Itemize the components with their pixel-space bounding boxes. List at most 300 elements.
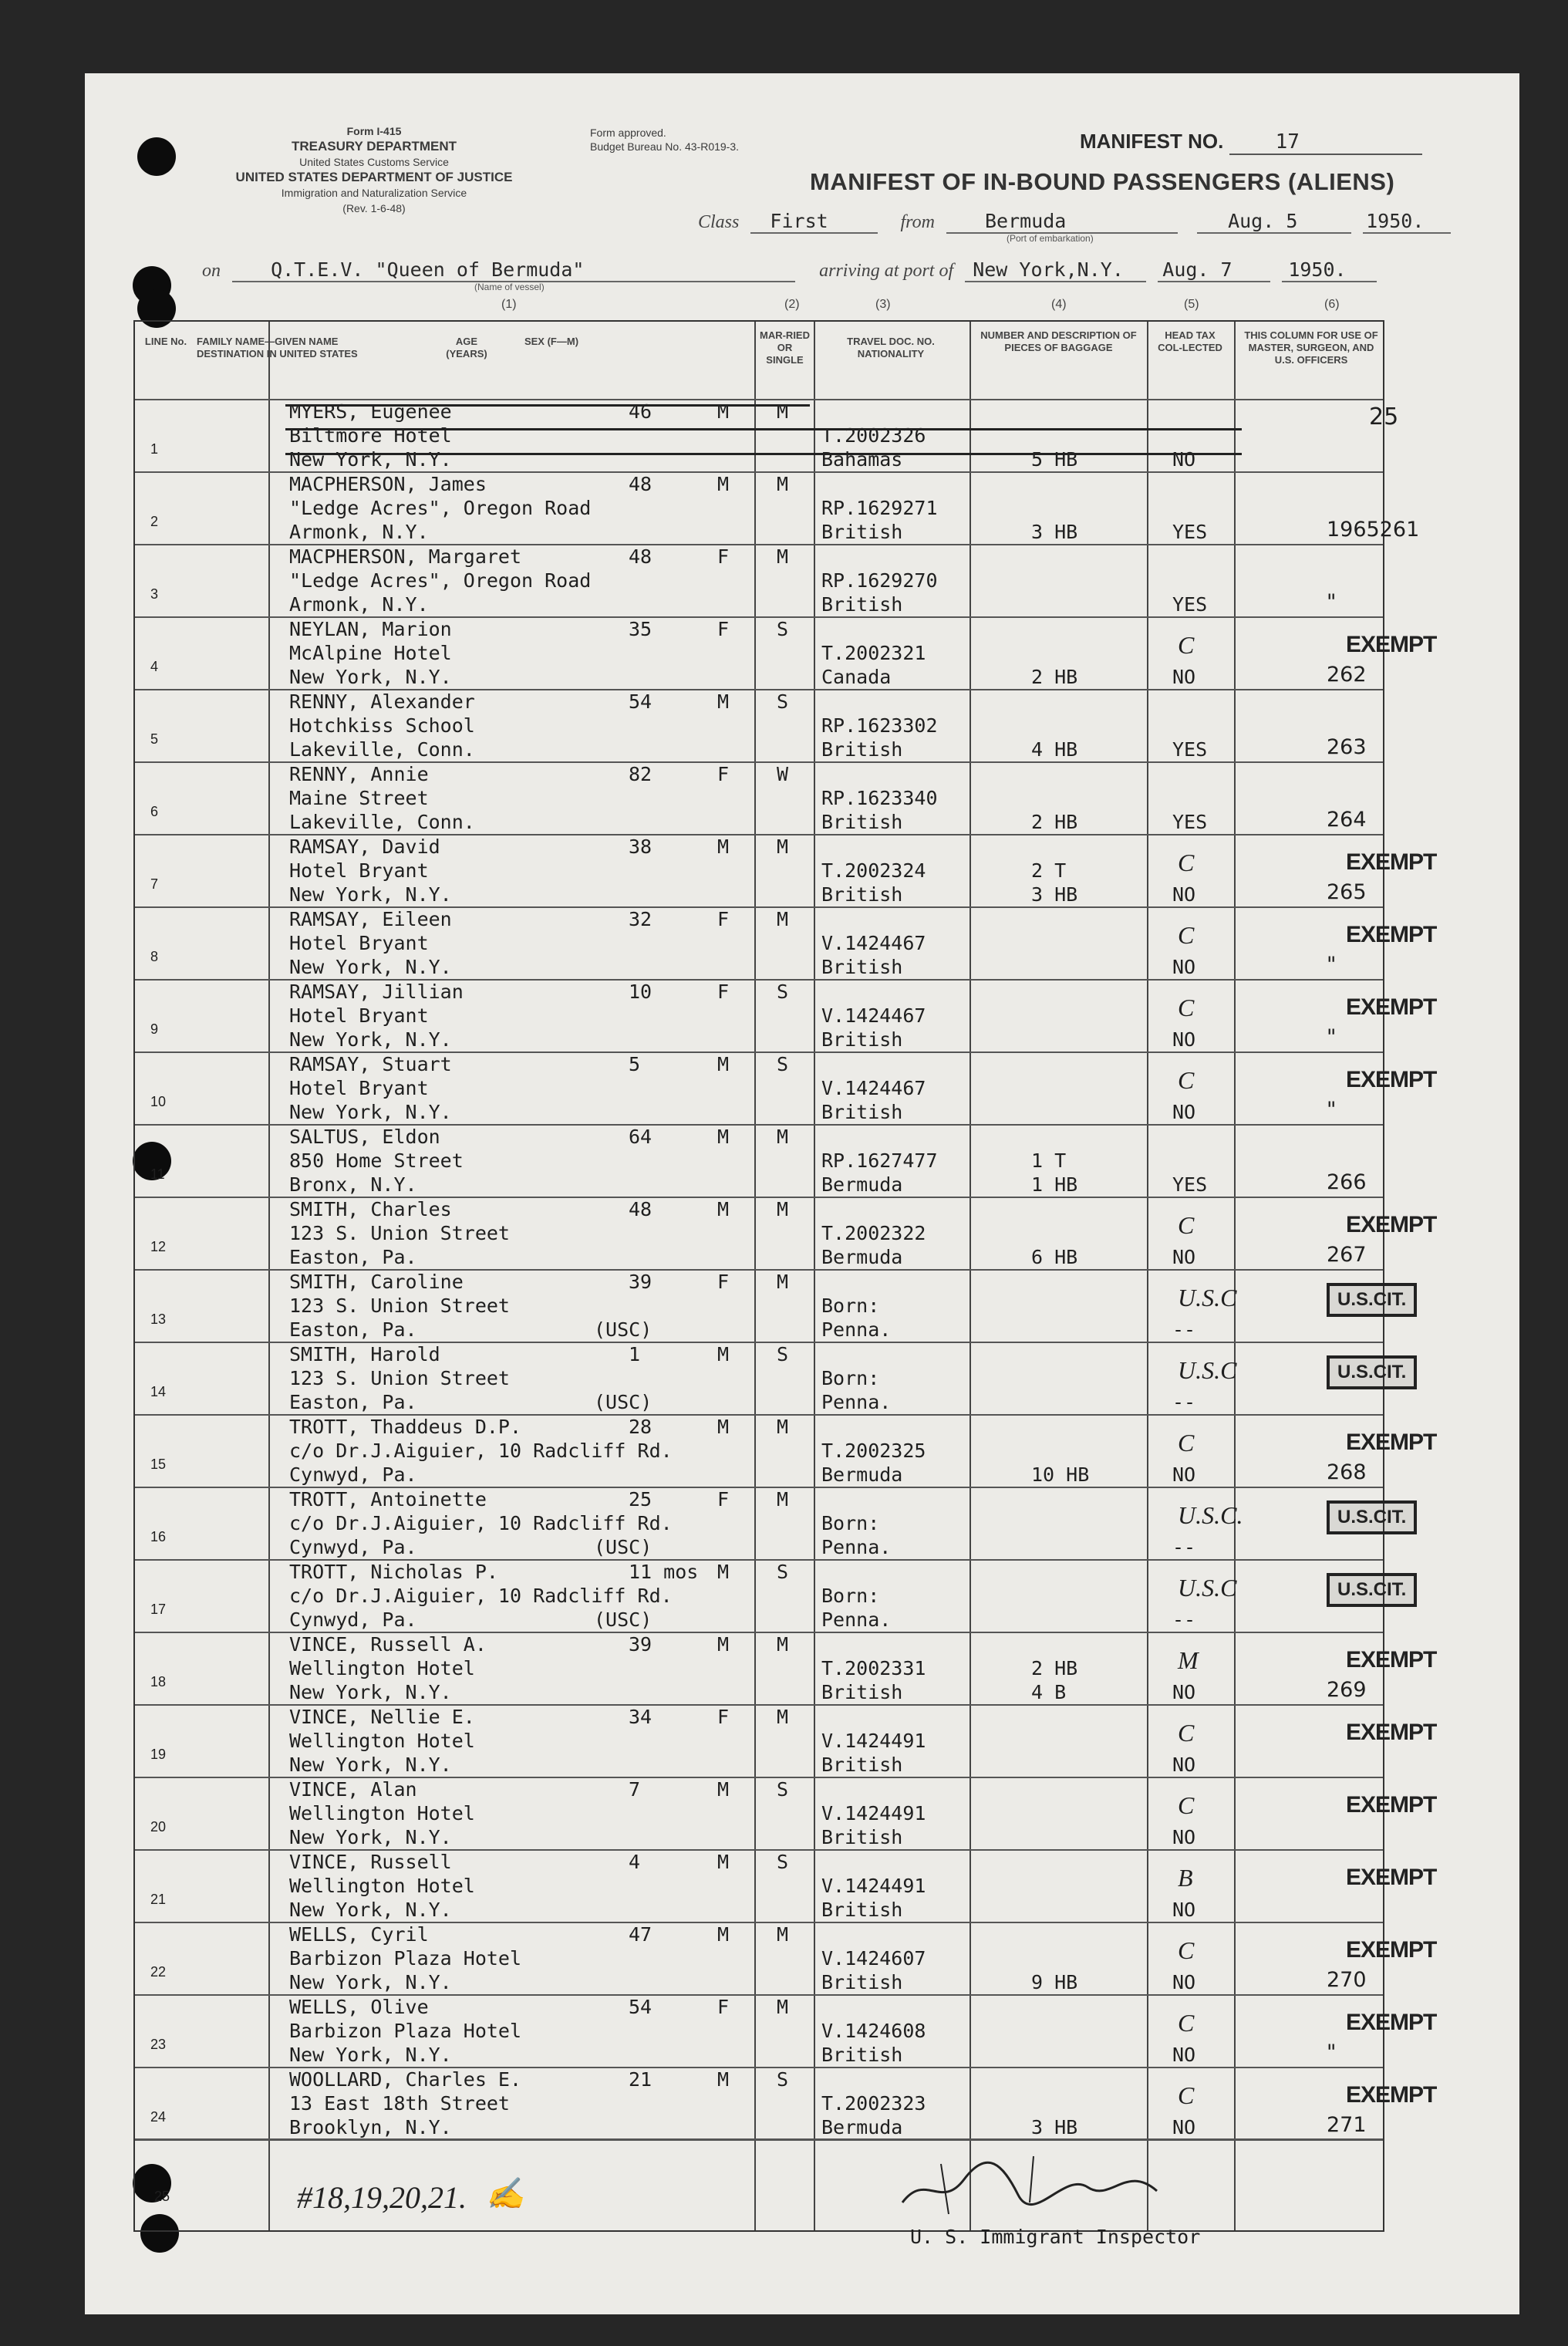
exempt-stamp: EXEMPT — [1346, 1430, 1437, 1455]
travel-doc-number: RP.1629270 — [821, 569, 938, 592]
passenger-name: WOOLLARD, Charles E. — [289, 2068, 522, 2091]
sex: M — [717, 1126, 730, 1148]
head-tax: NO — [1172, 1681, 1196, 1703]
destination-line-2: New York, N.Y. — [289, 1754, 452, 1776]
nationality: British — [821, 1754, 903, 1776]
destination-line-2: Cynwyd, Pa. — [289, 1463, 417, 1486]
exempt-stamp: EXEMPT — [1346, 922, 1437, 947]
tax-handmark: C — [1178, 1791, 1195, 1819]
officer-number: 270 — [1327, 1968, 1367, 1992]
destination-line-2: Cynwyd, Pa. — [289, 1536, 417, 1558]
age: 39 — [629, 1633, 652, 1656]
form-agency-block — [197, 123, 551, 216]
destination-line-1: Biltmore Hotel — [289, 424, 452, 447]
col-number-6: (6) — [1324, 298, 1340, 311]
destination-line-1: McAlpine Hotel — [289, 642, 452, 664]
departure-date: Aug. 5 — [1197, 210, 1351, 234]
sex: M — [717, 1561, 730, 1583]
line-number: 18 — [150, 1674, 167, 1689]
passenger-name: RAMSAY, Jillian — [289, 981, 464, 1003]
nationality: Canada — [821, 666, 892, 688]
table-row — [135, 1777, 1437, 1849]
table-row — [135, 1704, 1437, 1777]
age: 11 mos — [629, 1561, 699, 1583]
destination-line-2: Cynwyd, Pa. — [289, 1608, 417, 1631]
from-label: from — [900, 212, 935, 232]
head-tax: NO — [1172, 1754, 1196, 1776]
destination-line-2: New York, N.Y. — [289, 1826, 452, 1848]
tax-handmark: U.S.C. — [1178, 1501, 1243, 1529]
destination-line-1: Hotel Bryant — [289, 859, 429, 882]
passenger-name: MACPHERSON, James — [289, 473, 487, 495]
officer-number: 263 — [1327, 735, 1367, 759]
passenger-name: SMITH, Caroline — [289, 1271, 464, 1293]
manifest-number-value: 17 — [1229, 130, 1422, 155]
travel-doc-number: Born: — [821, 1585, 880, 1607]
table-row — [135, 1269, 1407, 1342]
sex: F — [717, 1271, 730, 1293]
tax-handmark: C — [1178, 1211, 1195, 1239]
destination-line-2: Easton, Pa. — [289, 1318, 417, 1341]
arrival-port: New York,N.Y. — [965, 258, 1146, 282]
usc-note: (USC) — [594, 1608, 652, 1631]
dept-treasury: TREASURY DEPARTMENT — [291, 139, 457, 154]
destination-line-2: Armonk, N.Y. — [289, 521, 429, 543]
baggage-line-2: 4 HB — [1031, 738, 1078, 761]
head-tax: NO — [1172, 1463, 1196, 1486]
destination-line-2: New York, N.Y. — [289, 666, 452, 688]
travel-doc-number: V.1424608 — [821, 2020, 926, 2042]
from-port: Bermuda — [946, 210, 1178, 234]
travel-doc-number: T.2002322 — [821, 1222, 926, 1244]
marital-status: S — [777, 1053, 789, 1075]
passenger-name: SMITH, Harold — [289, 1343, 440, 1365]
head-tax: NO — [1172, 1899, 1196, 1921]
age: 54 — [629, 1996, 652, 2018]
line-number-25: 25 — [154, 2189, 170, 2204]
exempt-stamp: EXEMPT — [1346, 994, 1437, 1020]
officer-number: 264 — [1327, 808, 1367, 832]
tax-handmark: U.S.C — [1178, 1356, 1237, 1384]
age: 25 — [629, 1488, 652, 1511]
sex: F — [717, 1706, 730, 1728]
head-tax: -- — [1172, 1608, 1196, 1631]
tax-handmark: C — [1178, 994, 1195, 1021]
table-row — [135, 471, 1420, 544]
sex: F — [717, 545, 730, 568]
head-tax: -- — [1172, 1391, 1196, 1413]
destination-line-2: Easton, Pa. — [289, 1246, 417, 1268]
officer-number: 266 — [1327, 1170, 1367, 1194]
travel-doc-number: RP.1623302 — [821, 714, 938, 737]
table-row — [135, 1414, 1437, 1487]
manifest-number — [1080, 130, 1422, 155]
nationality: British — [821, 1101, 903, 1123]
sex: F — [717, 1996, 730, 2018]
destination-line-1: 123 S. Union Street — [289, 1222, 510, 1244]
inspector-label: U. S. Immigrant Inspector — [910, 2226, 1201, 2248]
table-row — [135, 1124, 1383, 1197]
sex: F — [717, 908, 730, 930]
tax-handmark: C — [1178, 849, 1195, 876]
line-number: 16 — [150, 1529, 167, 1544]
age: 64 — [629, 1126, 652, 1148]
table-row — [135, 979, 1437, 1051]
destination-line-1: "Ledge Acres", Oregon Road — [289, 497, 592, 519]
col-number-3: (3) — [875, 298, 891, 311]
baggage-line-2: 2 HB — [1031, 666, 1078, 688]
sex: M — [717, 1053, 730, 1075]
head-tax: NO — [1172, 2044, 1196, 2066]
sex: M — [717, 1416, 730, 1438]
approval-line-2: Budget Bureau No. 43-R019-3. — [590, 140, 740, 153]
exempt-stamp: EXEMPT — [1346, 2082, 1437, 2108]
officer-number: " — [1327, 590, 1337, 614]
col-number-2: (2) — [784, 298, 800, 311]
age: 39 — [629, 1271, 652, 1293]
travel-doc-number: V.1424491 — [821, 1875, 926, 1897]
arrival-year: 1950. — [1282, 258, 1377, 282]
travel-doc-number: T.2002331 — [821, 1657, 926, 1679]
nationality: British — [821, 2044, 903, 2066]
tax-handmark: C — [1178, 921, 1195, 949]
age: 10 — [629, 981, 652, 1003]
tax-handmark: C — [1178, 1429, 1195, 1457]
table-row — [135, 1922, 1437, 1994]
destination-line-1: Wellington Hotel — [289, 1802, 475, 1824]
departure-year: 1950. — [1363, 210, 1451, 234]
marital-status: M — [777, 1488, 789, 1511]
nationality: Penna. — [821, 1391, 892, 1413]
passenger-name: RENNY, Alexander — [289, 690, 475, 713]
head-tax: YES — [1172, 738, 1208, 761]
destination-line-1: Barbizon Plaza Hotel — [289, 1947, 522, 1970]
officer-number: " — [1327, 2041, 1337, 2064]
line-number: 15 — [150, 1457, 167, 1472]
destination-line-1: Barbizon Plaza Hotel — [289, 2020, 522, 2042]
nationality: Bermuda — [821, 1173, 903, 1196]
line-number: 12 — [150, 1239, 167, 1254]
baggage-line-2: 3 HB — [1031, 883, 1078, 906]
nationality: British — [821, 521, 903, 543]
table-row — [135, 761, 1383, 834]
age: 82 — [629, 763, 652, 785]
age: 35 — [629, 618, 652, 640]
class-value: First — [750, 210, 878, 234]
age: 34 — [629, 1706, 652, 1728]
destination-line-1: Hotel Bryant — [289, 1004, 429, 1027]
head-tax: YES — [1172, 593, 1208, 616]
citizen-stamp: U.S.CIT. — [1327, 1500, 1417, 1534]
travel-doc-number: V.1424467 — [821, 1077, 926, 1099]
tax-handmark: M — [1178, 1646, 1199, 1674]
manifest-title: MANIFEST OF IN-BOUND PASSENGERS (ALIENS) — [810, 168, 1395, 195]
destination-line-2: New York, N.Y. — [289, 883, 452, 906]
col-number-5: (5) — [1184, 298, 1199, 311]
strike-line-1 — [285, 404, 810, 407]
destination-line-1: 123 S. Union Street — [289, 1295, 510, 1317]
head-tax: NO — [1172, 1826, 1196, 1848]
line-number: 24 — [150, 2109, 167, 2125]
age: 4 — [629, 1851, 641, 1873]
tax-handmark: C — [1178, 631, 1195, 659]
destination-line-2: Armonk, N.Y. — [289, 593, 429, 616]
baggage-line-2: 9 HB — [1031, 1971, 1078, 1993]
passenger-name: RAMSAY, Stuart — [289, 1053, 452, 1075]
age: 21 — [629, 2068, 652, 2091]
travel-doc-number: RP.1627477 — [821, 1149, 938, 1172]
age: 5 — [629, 1053, 641, 1075]
line-number: 17 — [150, 1602, 167, 1617]
line-number: 21 — [150, 1892, 167, 1907]
passenger-name: VINCE, Russell — [289, 1851, 452, 1873]
usc-note: (USC) — [594, 1391, 652, 1413]
exempt-stamp: EXEMPT — [1346, 1647, 1437, 1673]
age: 28 — [629, 1416, 652, 1438]
travel-doc-number: V.1424491 — [821, 1730, 926, 1752]
nationality: Penna. — [821, 1318, 892, 1341]
marital-status: S — [777, 981, 789, 1003]
approval-line-1: Form approved. — [590, 127, 666, 139]
nationality: British — [821, 1826, 903, 1848]
exempt-stamp: EXEMPT — [1346, 1937, 1437, 1963]
destination-line-2: New York, N.Y. — [289, 1101, 452, 1123]
sex: M — [717, 690, 730, 713]
nationality: British — [821, 1681, 903, 1703]
age: 54 — [629, 690, 652, 713]
passenger-name: VINCE, Russell A. — [289, 1633, 487, 1656]
baggage-line-1: 1 T — [1031, 1149, 1067, 1172]
destination-line-1: 13 East 18th Street — [289, 2092, 510, 2115]
passenger-name: TROTT, Antoinette — [289, 1488, 487, 1511]
marital-status: S — [777, 1561, 789, 1583]
line-number: 10 — [150, 1094, 167, 1109]
destination-line-2: New York, N.Y. — [289, 1971, 452, 1993]
travel-doc-number: T.2002321 — [821, 642, 926, 664]
travel-doc-number: V.1424467 — [821, 1004, 926, 1027]
passenger-name: RENNY, Annie — [289, 763, 429, 785]
nationality: British — [821, 811, 903, 833]
marital-status: S — [777, 1343, 789, 1365]
table-row — [135, 399, 1399, 471]
table-row — [135, 616, 1437, 689]
travel-doc-number: T.2002323 — [821, 2092, 926, 2115]
marital-status: S — [777, 1778, 789, 1801]
nationality: British — [821, 956, 903, 978]
passenger-name: RAMSAY, Eileen — [289, 908, 452, 930]
destination-line-1: c/o Dr.J.Aiguier, 10 Radcliff Rd. — [289, 1440, 673, 1462]
sex: M — [717, 1778, 730, 1801]
sex: M — [717, 835, 730, 858]
nationality: Penna. — [821, 1536, 892, 1558]
head-tax: -- — [1172, 1536, 1196, 1558]
dept-justice: UNITED STATES DEPARTMENT OF JUSTICE — [235, 170, 513, 184]
destination-line-2: New York, N.Y. — [289, 448, 452, 471]
passenger-name: SMITH, Charles — [289, 1198, 452, 1220]
approval-note — [590, 126, 739, 154]
marital-status: M — [777, 1996, 789, 2018]
usc-note: (USC) — [594, 1536, 652, 1558]
destination-line-2: Brooklyn, N.Y. — [289, 2116, 452, 2138]
head-tax: YES — [1172, 1173, 1208, 1196]
age: 48 — [629, 473, 652, 495]
baggage-line-2: 3 HB — [1031, 2116, 1078, 2138]
head-tax: NO — [1172, 666, 1196, 688]
header-officers: THIS COLUMN FOR USE OF MASTER, SURGEON, AND U.S. OFFICERS — [1244, 329, 1378, 366]
class-label: Class — [698, 212, 740, 232]
baggage-line-2: 6 HB — [1031, 1246, 1078, 1268]
sex: M — [717, 2068, 730, 2091]
table-row — [135, 1994, 1437, 2067]
on-label: on — [202, 261, 221, 281]
baggage-line-1: 2 HB — [1031, 1657, 1078, 1679]
age: 32 — [629, 908, 652, 930]
header-name: FAMILY NAME—GIVEN NAME DESTINATION IN UNITED STATES — [197, 336, 358, 359]
destination-line-2: New York, N.Y. — [289, 1028, 452, 1051]
travel-doc-number: RP.1623340 — [821, 787, 938, 809]
header-sex: SEX (F—M) — [524, 336, 579, 347]
exempt-stamp: EXEMPT — [1346, 1720, 1437, 1745]
arriving-label: arriving at port of — [819, 261, 954, 281]
dept-treasury-sub: United States Customs Service — [299, 156, 449, 168]
line-number: 23 — [150, 2037, 167, 2052]
officer-number: 268 — [1327, 1460, 1367, 1484]
nationality: British — [821, 1028, 903, 1051]
officer-number: 267 — [1327, 1243, 1367, 1267]
nationality: Bermuda — [821, 1246, 903, 1268]
head-tax: NO — [1172, 448, 1196, 471]
inspector-signature — [895, 2149, 1172, 2218]
officer-number-top: 25 — [1369, 403, 1399, 430]
header-line-no: LINE No. — [144, 336, 187, 347]
travel-doc-number: RP.1629271 — [821, 497, 938, 519]
line-number: 7 — [150, 876, 159, 892]
baggage-line-2: 2 HB — [1031, 811, 1078, 833]
marital-status: M — [777, 1706, 789, 1728]
table-row — [135, 544, 1383, 616]
col-number-4: (4) — [1051, 298, 1067, 311]
table-row — [135, 1051, 1437, 1124]
line-number: 13 — [150, 1311, 167, 1327]
nationality: British — [821, 883, 903, 906]
tax-handmark: C — [1178, 2009, 1195, 2037]
header-head-tax: HEAD TAX COL-LECTED — [1158, 329, 1222, 353]
exempt-stamp: EXEMPT — [1346, 1792, 1437, 1818]
tax-handmark: U.S.C — [1178, 1574, 1237, 1602]
nationality: British — [821, 1971, 903, 1993]
marital-status: M — [777, 835, 789, 858]
age: 38 — [629, 835, 652, 858]
marital-status: M — [777, 1198, 789, 1220]
age: 1 — [629, 1343, 641, 1365]
travel-doc-number: V.1424467 — [821, 932, 926, 954]
vessel-line — [202, 258, 1377, 282]
destination-line-2: New York, N.Y. — [289, 956, 452, 978]
marital-status: S — [777, 1851, 789, 1873]
destination-line-1: Hotel Bryant — [289, 1077, 429, 1099]
sex: F — [717, 763, 730, 785]
exempt-stamp: EXEMPT — [1346, 632, 1437, 657]
destination-line-2: New York, N.Y. — [289, 2044, 452, 2066]
destination-line-1: 850 Home Street — [289, 1149, 464, 1172]
officer-number: 269 — [1327, 1678, 1367, 1702]
tax-handmark: U.S.C — [1178, 1284, 1237, 1311]
passenger-name: TROTT, Thaddeus D.P. — [289, 1416, 522, 1438]
destination-line-1: Wellington Hotel — [289, 1730, 475, 1752]
line-number: 8 — [150, 949, 159, 964]
marital-status: M — [777, 1271, 789, 1293]
head-tax: NO — [1172, 1028, 1196, 1051]
sex: M — [717, 1923, 730, 1946]
manifest-number-label: MANIFEST NO. — [1080, 130, 1224, 153]
strike-line-1 — [285, 453, 1242, 455]
header-baggage: NUMBER AND DESCRIPTION OF PIECES OF BAGGAGE — [980, 329, 1137, 353]
exempt-stamp: EXEMPT — [1346, 2010, 1437, 2035]
form-revision: (Rev. 1-6-48) — [342, 202, 406, 214]
strike-line-1 — [285, 428, 1242, 430]
destination-line-2: New York, N.Y. — [289, 1899, 452, 1921]
marital-status: M — [777, 1923, 789, 1946]
destination-line-1: c/o Dr.J.Aiguier, 10 Radcliff Rd. — [289, 1585, 673, 1607]
baggage-line-2: 1 HB — [1031, 1173, 1078, 1196]
marital-status: S — [777, 690, 789, 713]
table-row — [135, 1487, 1407, 1559]
travel-doc-number: T.2002325 — [821, 1440, 926, 1462]
age: 47 — [629, 1923, 652, 1946]
citizen-stamp: U.S.CIT. — [1327, 1573, 1417, 1607]
tax-handmark: C — [1178, 1719, 1195, 1747]
exempt-stamp: EXEMPT — [1346, 1865, 1437, 1890]
age: 7 — [629, 1778, 641, 1801]
officer-number: 262 — [1327, 663, 1367, 687]
class-line — [698, 210, 1451, 234]
line-number: 5 — [150, 731, 159, 747]
destination-line-1: Maine Street — [289, 787, 429, 809]
officer-number: " — [1327, 1025, 1337, 1049]
handwritten-initials: ✍ — [486, 2176, 524, 2211]
passenger-name: RAMSAY, David — [289, 835, 440, 858]
table-row — [135, 2067, 1437, 2139]
sex: M — [717, 1851, 730, 1873]
passenger-name: VINCE, Nellie E. — [289, 1706, 475, 1728]
line-number: 11 — [150, 1166, 165, 1182]
officer-number: 1965261 — [1327, 518, 1420, 542]
destination-line-1: c/o Dr.J.Aiguier, 10 Radcliff Rd. — [289, 1512, 673, 1534]
line-number: 2 — [150, 514, 159, 529]
table-row — [135, 1632, 1437, 1704]
head-tax: NO — [1172, 956, 1196, 978]
baggage-line-1: 2 T — [1031, 859, 1067, 882]
marital-status: M — [777, 908, 789, 930]
tax-handmark: B — [1178, 1864, 1193, 1892]
table-row — [135, 1197, 1437, 1269]
sex: F — [717, 1488, 730, 1511]
passenger-name: SALTUS, Eldon — [289, 1126, 440, 1148]
binder-hole — [137, 137, 176, 176]
line-number: 9 — [150, 1021, 159, 1037]
nationality: British — [821, 593, 903, 616]
head-tax: NO — [1172, 1101, 1196, 1123]
officer-number: 271 — [1327, 2113, 1367, 2137]
passenger-table — [133, 320, 1437, 2232]
age: 46 — [629, 400, 652, 423]
head-tax: NO — [1172, 1246, 1196, 1268]
destination-line-2: Lakeville, Conn. — [289, 811, 475, 833]
destination-line-1: Wellington Hotel — [289, 1875, 475, 1897]
tax-handmark: C — [1178, 1936, 1195, 1964]
marital-status: M — [777, 1126, 789, 1148]
marital-status: M — [777, 473, 789, 495]
